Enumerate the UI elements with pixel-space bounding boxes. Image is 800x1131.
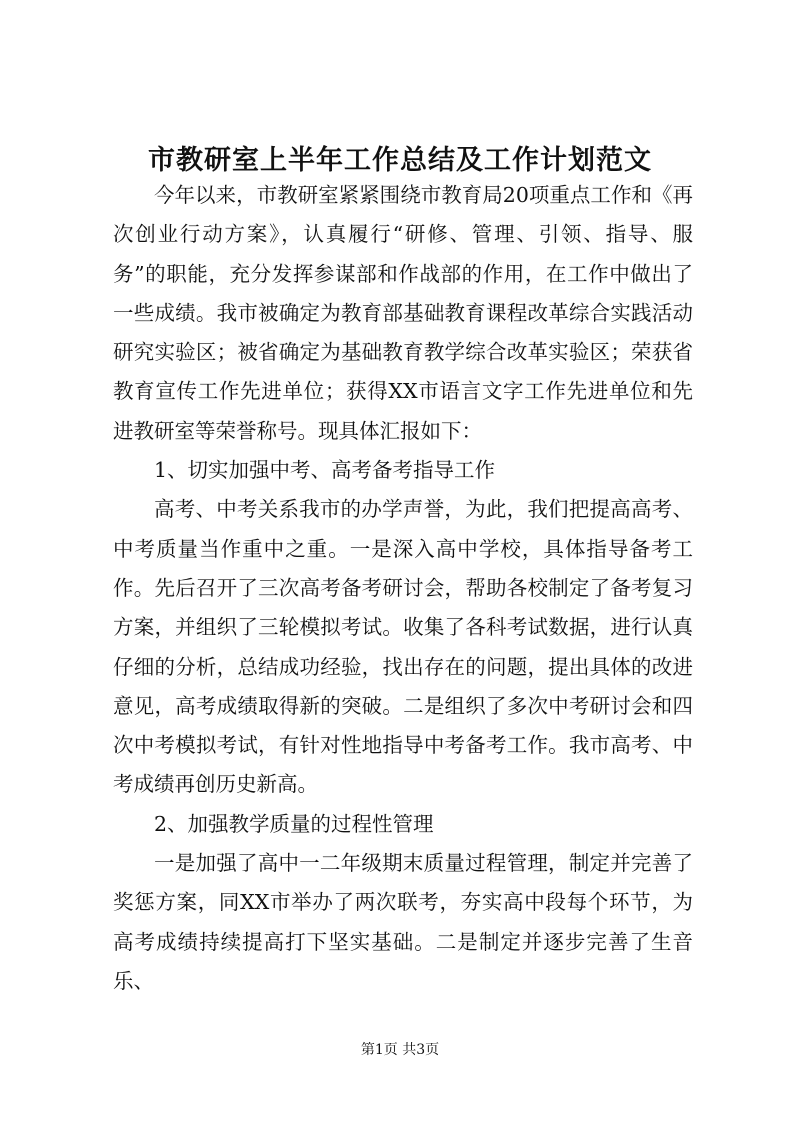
- document-title: 市教研室上半年工作总结及工作计划范文: [148, 145, 652, 176]
- section-heading-2: 2、加强教学质量的过程性管理: [154, 811, 434, 836]
- paragraph-section-2: 一是加强了高中一二年级期末质量过程管理，制定并完善了奖惩方案，同XX市举办了两次联考，夯实高中段每个环节，为高考成绩持续提高打下坚实基础。二是制定并逐步完善了生音乐、: [113, 851, 693, 993]
- document-body: [113, 176, 693, 1001]
- paragraph-intro: 今年以来，市教研室紧紧围绕市教育局20项重点工作和《再次创业行动方案》，认真履行“研修、管理、引领、指导、服务”的职能，充分发挥参谋部和作战部的作用，在工作中做出了一些成绩。我市被确定为教育部基础教育课程改革综合实践活动研究实验区；被省确定为基础教育教学综合改革实验区；荣获省教育宣传工作先进单位；获得XX市语言文字工作先进单位和先进教研室等荣誉称号。现具体汇报如下：: [113, 183, 693, 443]
- page-footer: 第1页 共3页: [360, 1042, 440, 1058]
- section-heading-1: 1、切实加强中考、高考备考指导工作: [154, 458, 496, 483]
- paragraph-section-1: 高考、中考关系我市的办学声誉，为此，我们把提高高考、中考质量当作重中之重。一是深入高中学校，具体指导备考工作。先后召开了三次高考备考研讨会，帮助各校制定了备考复习方案，并组织了三轮模拟考试。收集了各科考试数据，进行认真仔细的分析，总结成功经验，找出存在的问题，提出具体的改进意见，高考成绩取得新的突破。二是组织了多次中考研讨会和四次中考模拟考试，有针对性地指导中考备考工作。我市高考、中考成绩再创历史新高。: [113, 497, 693, 797]
